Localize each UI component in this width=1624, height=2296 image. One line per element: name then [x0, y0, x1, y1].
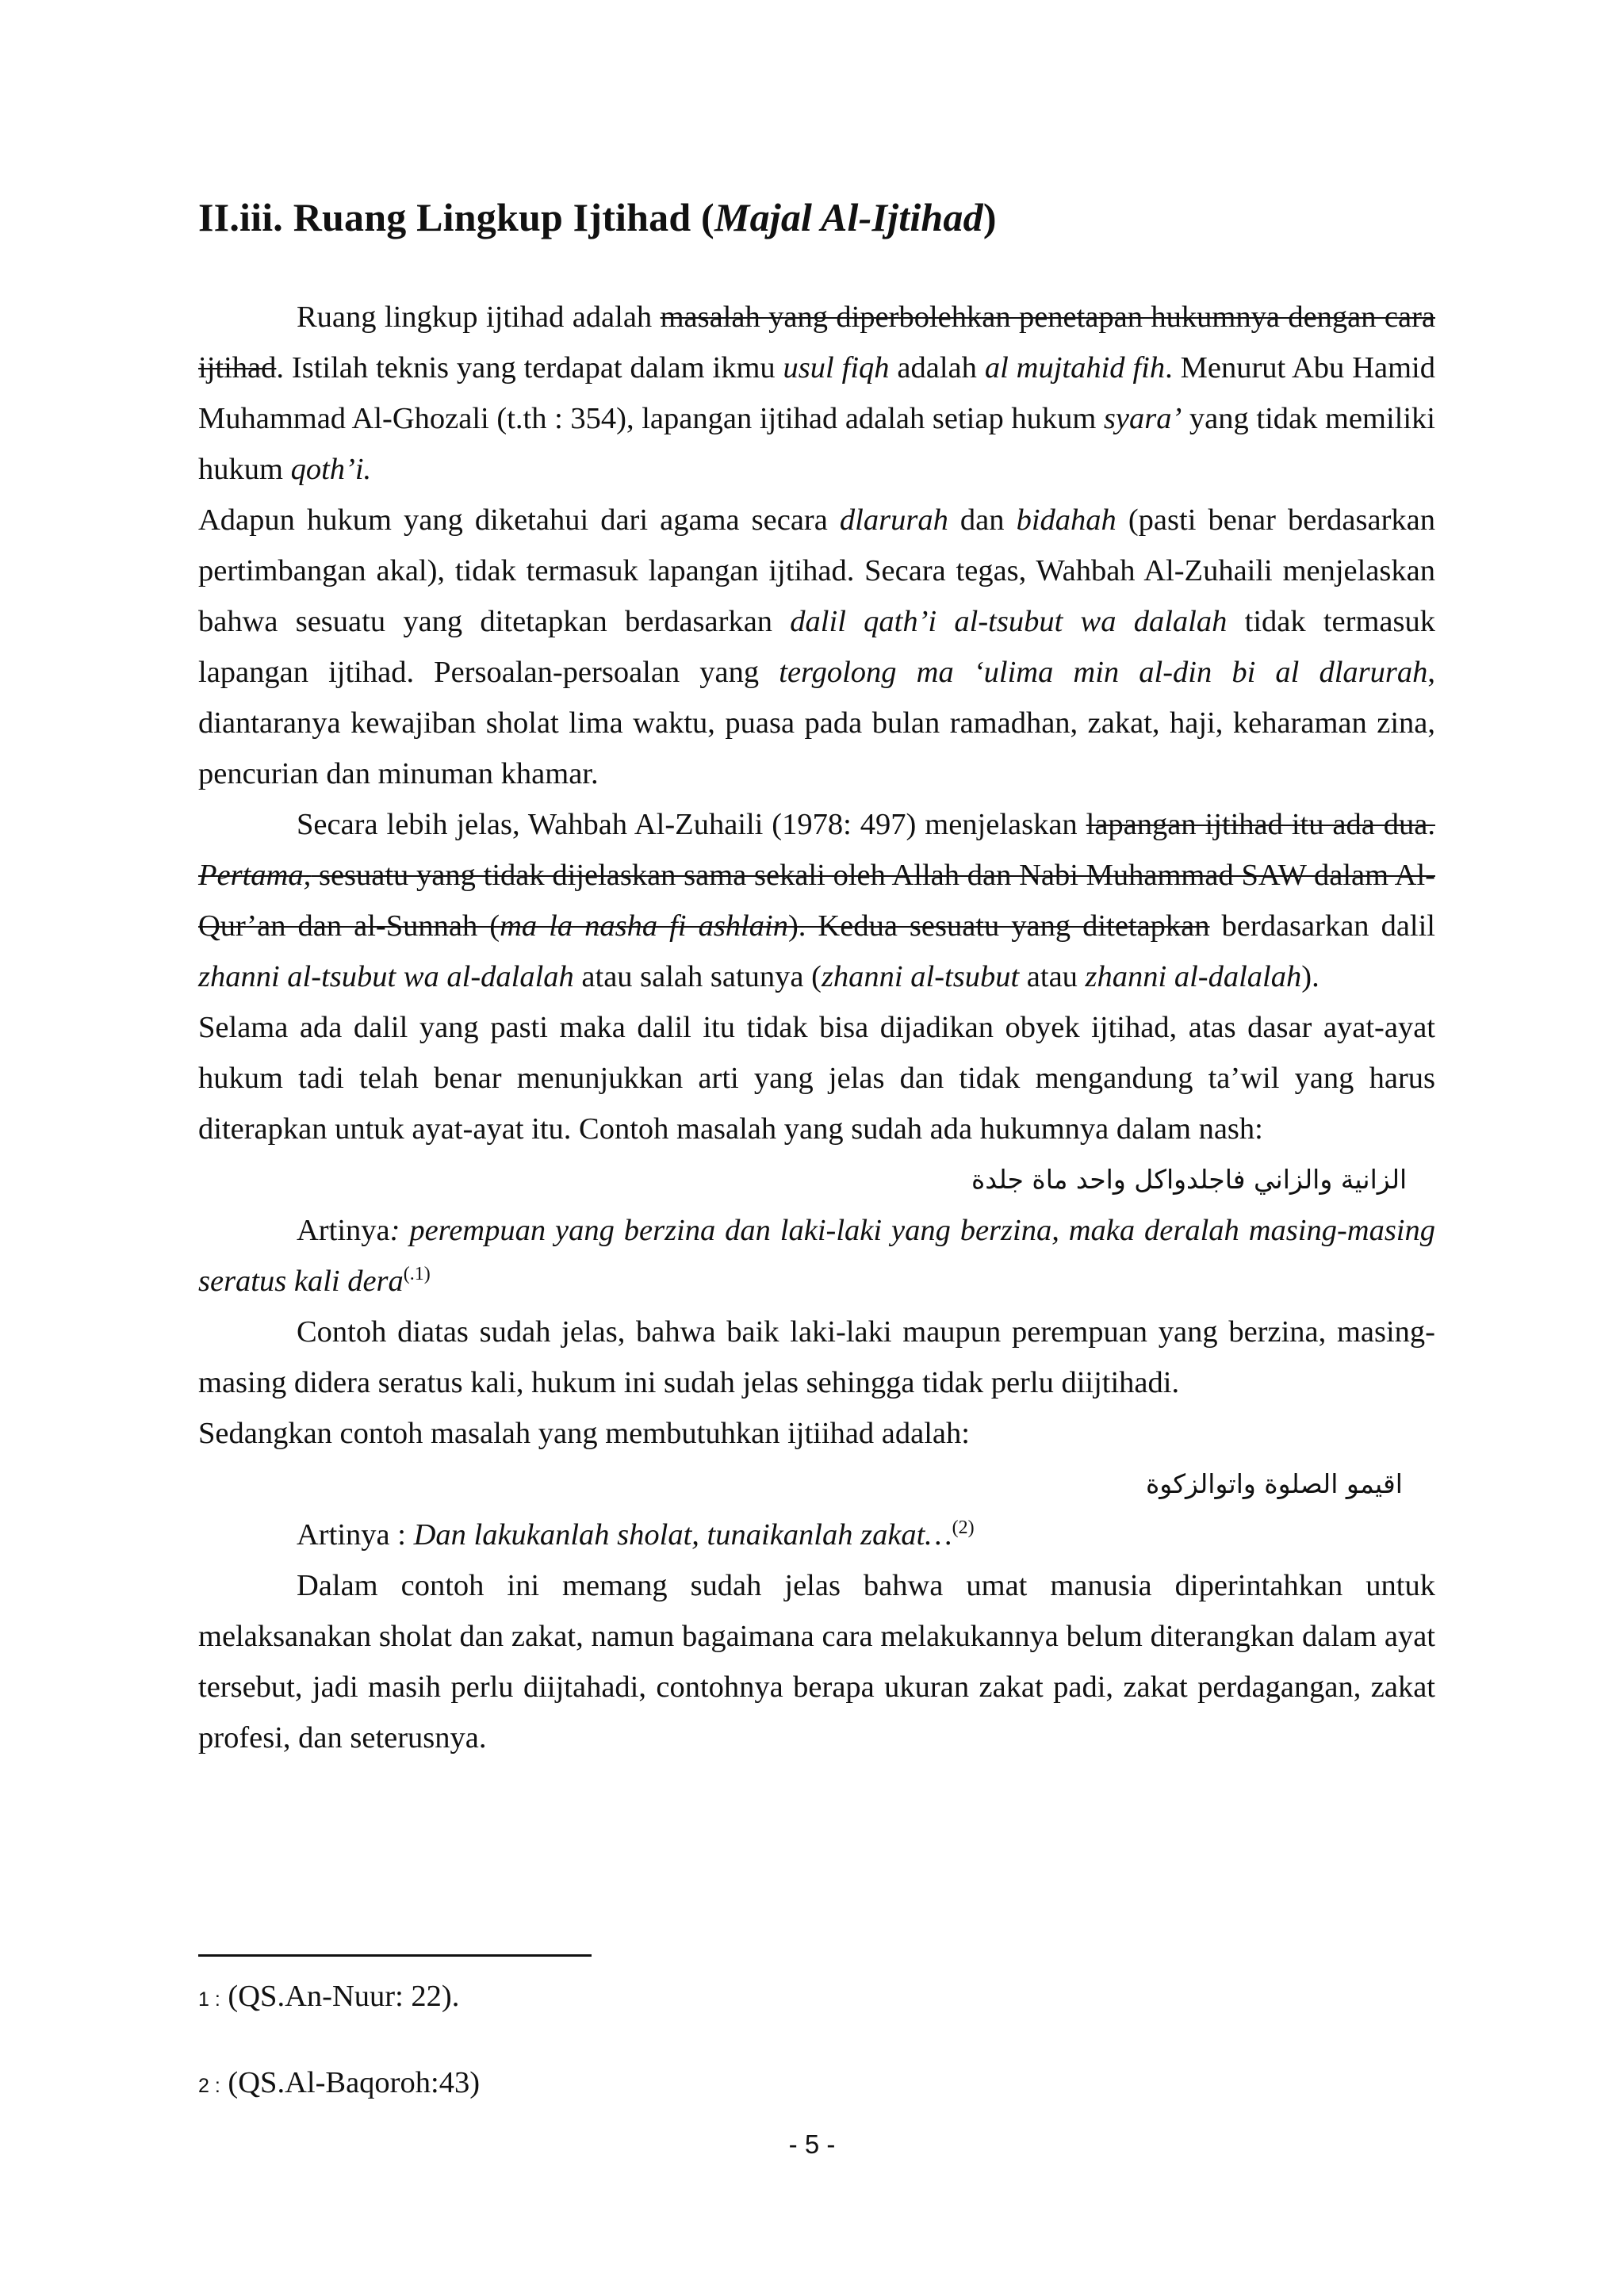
paragraph-3: Secara lebih jelas, Wahbah Al-Zuhaili (1978: 497) menjelaskan lapangan ijtihad itu ada dua. Pertama, sesuatu yang tidak dijelaskan sama sekali oleh Allah dan Nabi Muhammad SAW dalam Al-Qur’an dan al-Sunnah (ma la nasha fi ashlain). Kedua sesuatu yang ditetapkan berdasarkan dalil zhanni al-tsubut wa al-dalalah atau salah satunya (zhanni al-tsubut atau zhanni al-dalalah).	[198, 808, 1435, 993]
paragraph-9: Dalam contoh ini memang sudah jelas bahwa umat manusia diperintahkan untuk melaksanakan sholat dan zakat, namun bagaimana cara melakukannya belum diterangkan dalam ayat tersebut, jadi masih perlu diijtahadi, contohnya berapa ukuran zakat padi, zakat perdagangan, zakat profesi, dan seterusnya.	[198, 1569, 1435, 1755]
paragraph-2: Adapun hukum yang diketahui dari agama secara dlarurah dan bidahah (pasti benar berdasarkan pertimbangan akal), tidak termasuk lapangan ijtihad. Secara tegas, Wahbah Al-Zuhaili menjelaskan bahwa sesuatu yang ditetapkan berdasarkan dalil qath’i al-tsubut wa dalalah tidak termasuk lapangan ijtihad. Persoalan-persoalan yang tergolong ma ‘ulima min al-din bi al dlarurah, diantaranya kewajiban sholat lima waktu, puasa pada bulan ramadhan, zakat, haji, keharaman zina, pencurian dan minuman khamar.	[198, 503, 1436, 790]
paragraph-7: Sedangkan contoh masalah yang membutuhkan ijtiihad adalah:	[198, 1417, 970, 1450]
page-number: - 5 -	[788, 2130, 836, 2159]
section-heading: II.iii. Ruang Lingkup Ijtihad (Majal Al-Ijtihad)	[198, 195, 997, 239]
paragraph-5-translation: Artinya: perempuan yang berzina dan laki-laki yang berzina, maka deralah masing-masing seratus kali dera$^{(.1)}$	[198, 1214, 1435, 1298]
arabic-verse-1: الزانية والزاني فاجلدواكل واحد ماة جلدة	[971, 1164, 1408, 1195]
paragraph-6: Contoh diatas sudah jelas, bahwa baik laki-laki maupun perempuan yang berzina, masing-masing didera seratus kali, hukum ini sudah jelas sehingga tidak perlu diijtihadi.	[198, 1315, 1435, 1399]
footnote-divider	[198, 1954, 592, 1957]
paragraph-8-translation: Artinya : Dan lakukanlah sholat, tunaikanlah zakat…$^{(2)}$	[297, 1517, 975, 1552]
footnote-2: 2 : (QS.Al-Baqoroh:43)	[198, 2066, 481, 2099]
body-text	[198, 292, 1435, 1763]
paragraph-4: Selama ada dalil yang pasti maka dalil itu tidak bisa dijadikan obyek ijtihad, atas dasar ayat-ayat hukum tadi telah benar menunjukkan arti yang jelas dan tidak mengandung ta’wil yang harus diterapkan untuk ayat-ayat itu. Contoh masalah yang sudah ada hukumnya dalam nash:	[198, 1011, 1435, 1146]
paragraph-1: Ruang lingkup ijtihad adalah masalah yang diperbolehkan penetapan hukumnya dengan cara ijtihad. Istilah teknis yang terdapat dalam ikmu usul fiqh adalah al mujtahid fih. Menurut Abu Hamid Muhammad Al-Ghozali (t.th : 354), lapangan ijtihad adalah setiap hukum syara’ yang tidak memiliki hukum qoth’i.	[198, 300, 1435, 486]
footnote-ref-1: (.1)	[403, 1264, 431, 1285]
arabic-verse-2: اقيمو الصلوة واتوالزكوة	[1146, 1468, 1403, 1499]
footnote-ref-2: (2)	[952, 1517, 975, 1539]
footnote-1: 1 : (QS.An-Nuur: 22).	[198, 1980, 460, 2013]
